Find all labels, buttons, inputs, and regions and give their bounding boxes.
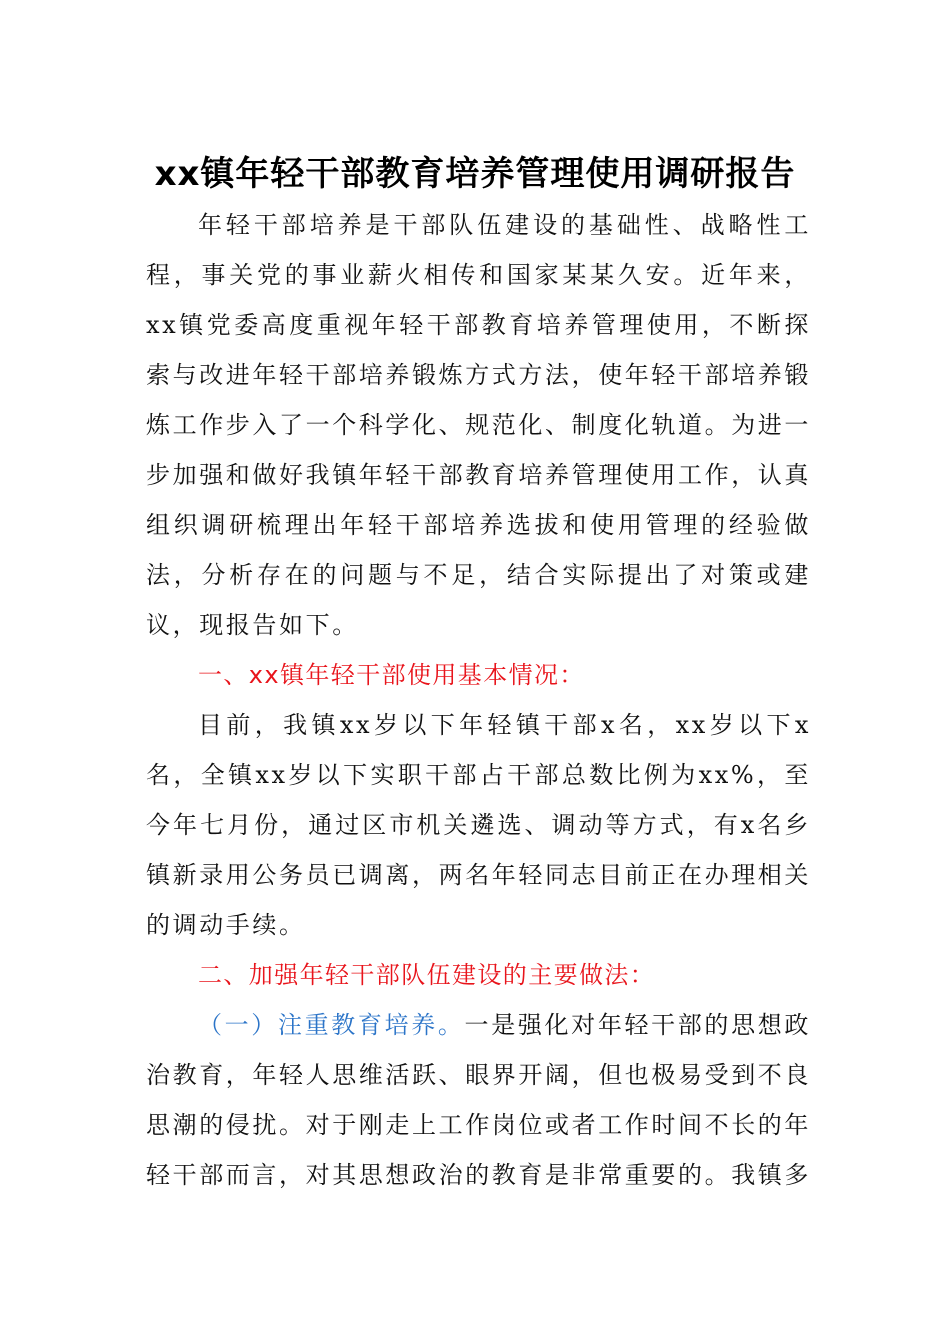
document-body (146, 200, 811, 1200)
section-2-heading: 二、加强年轻干部队伍建设的主要做法： (198, 961, 656, 989)
intro-paragraph: 年轻干部培养是干部队伍建设的基础性、战略性工程，事关党的事业薪火相传和国家某某久安。近年来，xx镇党委高度重视年轻干部教育培养管理使用，不断探索与改进年轻干部培养锻炼方式方法，使年轻干部培养锻炼工作步入了一个科学化、规范化、制度化轨道。为进一步加强和做好我镇年轻干部教育培养管理使用工作，认真组织调研梳理出年轻干部培养选拔和使用管理的经验做法，分析存在的问题与不足，结合实际提出了对策或建议，现报告如下。 (146, 211, 811, 639)
section-2-subsection-1 (146, 1000, 811, 1200)
subsection-1-lead: （一）注重教育培养。 (198, 1011, 465, 1039)
section-1-heading: 一、xx镇年轻干部使用基本情况： (198, 661, 585, 689)
document-title: xx镇年轻干部教育培养管理使用调研报告 (154, 154, 796, 194)
subsection-1-text: 一是强化对年轻干部的思想政治教育，年轻人思维活跃、眼界开阔，但也极易受到不良思潮的侵扰。对于刚走上工作岗位或者工作时间不长的年轻干部而言，对其思想政治的教育是非常重要的。我镇多 (146, 1011, 811, 1189)
section-1-paragraph: 目前，我镇xx岁以下年轻镇干部x名，xx岁以下x名，全镇xx岁以下实职干部占干部总数比例为xx%，至今年七月份，通过区市机关遴选、调动等方式，有x名乡镇新录用公务员已调离，两名年轻同志目前正在办理相关的调动手续。 (146, 711, 811, 939)
